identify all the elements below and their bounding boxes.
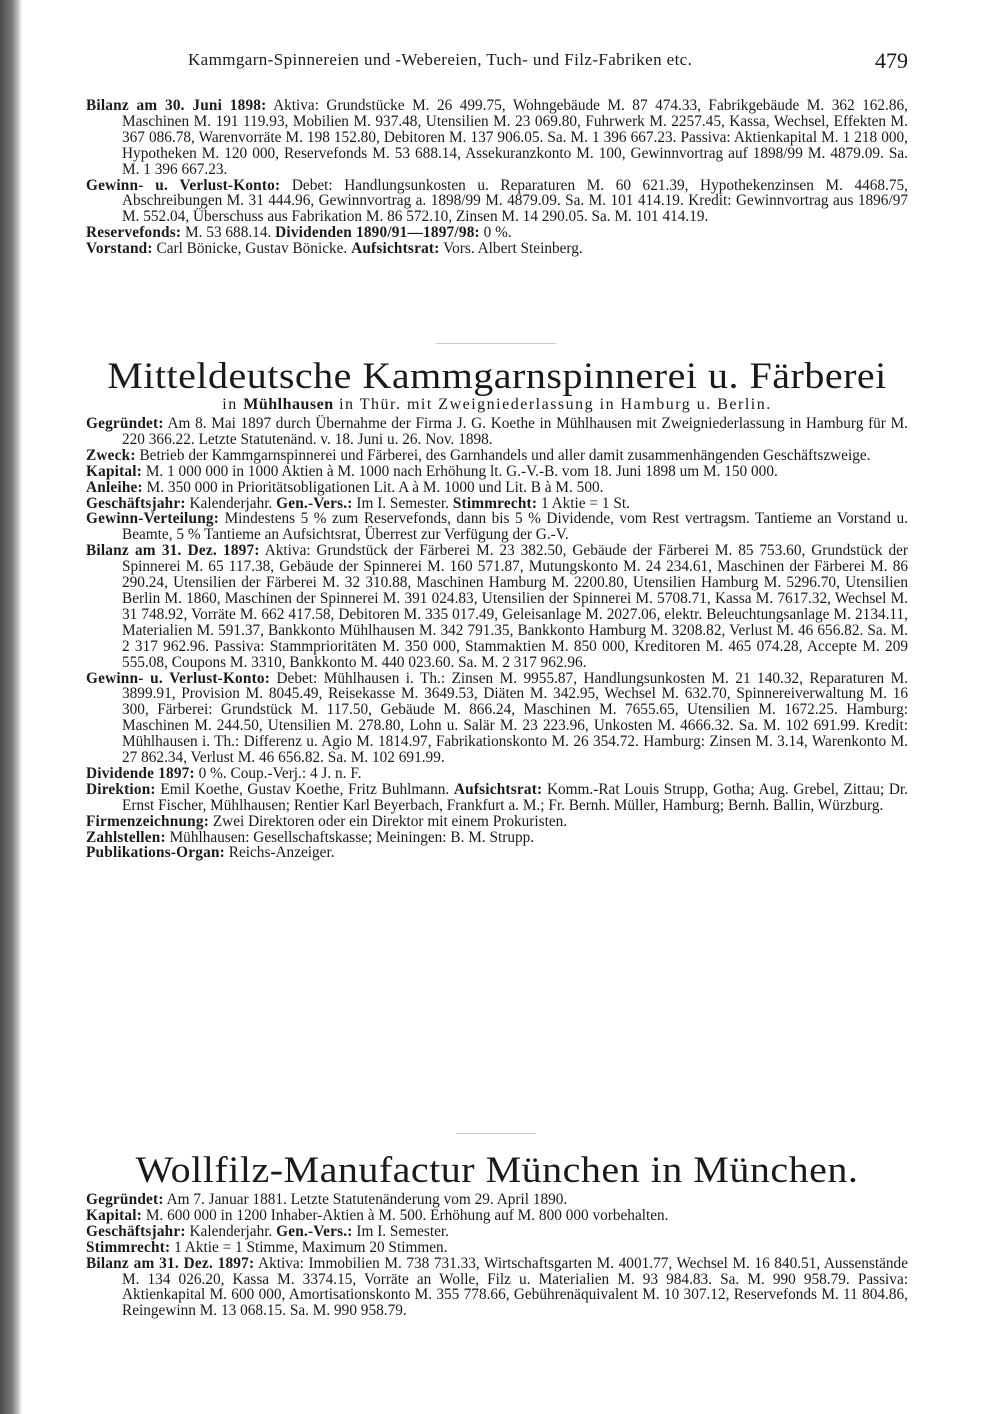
label-bilanz: Bilanz am 31. Dez. 1897: — [86, 542, 260, 560]
running-head — [86, 48, 908, 78]
label-gegruendet: Gegründet: — [86, 1191, 164, 1208]
text-bilanz: Aktiva: Grundstücke M. 26 499.75, Wohngebäude M. 87 474.33, Fabrikgebäude M. 362 162.86, Maschinen M. 191 119.93, Mobilien M. 937.48, Utensilien M. 23 069.80, Fuhrwerk M. 2257.45, Kassa, Wechsel, Effekten M. 367 086.78, Warenvorräte M. 198 152.80, Debitoren M. 137 906.05. Sa. M. 1 396 667.23. Passiva: Aktienkapital M. 1 218 000, Hypotheken M. 120 000, Reservefonds M. 53 688.14, Assekuranzkonto M. 100, Gewinnvortrag auf 1898/99 M. 4879.09. Sa. M. 1 396 667.23. — [122, 97, 909, 178]
label-zahlstellen: Zahlstellen: — [86, 828, 166, 846]
label-firmenzeichnung: Firmenzeichnung: — [86, 812, 210, 830]
paragraph-bilanz-1897 — [86, 543, 908, 670]
paragraph-dividende — [86, 766, 908, 782]
paragraph-gegruendet — [86, 1192, 908, 1208]
text-dividende: 0 %. Coup.-Verj.: 4 J. n. F. — [194, 764, 362, 782]
text-gewinn-verlust: Debet: Mühlhausen i. Th.: Zinsen M. 9955.87, Handlungsunkosten M. 21 140.32, Reparaturen M. 3899.91, Provision M. 8045.49, Reisekasse M. 3649.53, Diäten M. 342.95, Wechsel M. 632.70, Spinnereiverwaltung M. 16 300, Färberei: Grundstück M. 117.50, Gebäude M. 866.24, Maschinen M. 7655.65, Utensilien M. 1672.25. Hamburg: Maschinen M. 244.50, Utensilien M. 278.80, Lohn u. Salär M. 23 223.96, Unkosten M. 4666.32. Sa. M. 102 691.99. Kredit: Mühlhausen i. Th.: Differenz u. Agio M. 1814.97, Fabrikationskonto M. 26 354.72. Hamburg: Zinsen M. 3.14, Warenkonto M. 27 862.34, Verlust M. 46 656.82. Sa. M. 102 691.99. — [122, 669, 908, 767]
paragraph-bilanz-1897 — [86, 1256, 908, 1320]
label-gegruendet: Gegründet: — [86, 415, 164, 432]
label-geschaeftsjahr: Geschäftsjahr: — [86, 1222, 186, 1240]
label-anleihe: Anleihe: — [86, 478, 143, 496]
text-kapital: M. 1 000 000 in 1000 Aktien à M. 1000 nach Erhöhung lt. G.-V.-B. vom 18. Juni 1898 um M. 150 000. — [142, 462, 778, 480]
section-wollfilz — [86, 1192, 908, 1319]
text-stimmrecht: 1 Aktie = 1 Stimme, Maximum 20 Stimmen. — [170, 1238, 448, 1256]
paragraph-geschaeftsjahr — [86, 1224, 908, 1240]
text-gewinn-verlust: Debet: Handlungsunkosten u. Reparaturen M. 60 621.39, Hypothekenzinsen M. 4468.75, Abschreibungen M. 31 444.96, Gewinnvortrag a. 1898/99 M. 4879.09. Sa. M. 101 414.19. Kredit: Gewinnvortrag aus 1896/97 M. 552.04, Überschuss aus Fabrikation M. 86 572.10, Zinsen M. 14 290.05. Sa. M. 101 414.19. — [122, 176, 908, 226]
text-gen-vers: Im I. Semester. — [352, 1222, 449, 1240]
label-vorstand: Vorstand: — [86, 240, 153, 258]
company-heading: Wollfilz-Manufactur München in München. — [135, 1148, 859, 1191]
text-vorstand: Carl Bönicke, Gustav Bönicke. — [152, 240, 352, 258]
text-geschaeftsjahr: Kalenderjahr. — [185, 494, 277, 512]
paragraph-zweck — [86, 448, 908, 464]
label-zweck: Zweck: — [86, 446, 136, 464]
text-gegruendet: Am 8. Mai 1897 durch Übernahme der Firma J. G. Koethe in Mühlhausen mit Zweigniederlassung in Hamburg für M. 220 366.22. Letzte Statutenänd. v. 18. Juni u. 26. Nov. 1898. — [122, 415, 908, 448]
paragraph-stimmrecht — [86, 1240, 908, 1256]
text-kapital: M. 600 000 in 1200 Inhaber-Aktien à M. 500. Erhöhung auf M. 800 000 vorbehalten. — [142, 1206, 669, 1224]
label-stimmrecht: Stimmrecht: — [452, 494, 538, 512]
paragraph-firmenzeichnung — [86, 814, 908, 830]
label-gewinn-verteilung: Gewinn-Verteilung: — [86, 510, 220, 528]
company-heading: Mitteldeutsche Kammgarnspinnerei u. Färberei — [107, 354, 887, 397]
text-bilanz: Aktiva: Grundstück der Färberei M. 23 382.50, Gebäude der Färberei M. 85 753.60, Grundstück der Spinnerei M. 65 117.38, Gebäude der Spinnerei M. 160 571.87, Mutungskonto M. 24 234.61, Maschinen der Färberei M. 86 290.24, Utensilien der Färberei M. 32 310.88, Maschinen Hamburg M. 2200.80, Utensilien Hamburg M. 5296.70, Utensilien Berlin M. 1860, Maschinen der Spinnerei M. 391 024.83, Utensilien der Spinnerei M. 5708.71, Kassa M. 7617.32, Wechsel M. 31 748.92, Vorräte M. 662 417.58, Debitoren M. 335 017.49, Geleisanlage M. 2027.06, elektr. Beleuchtungsanlage M. 2134.11, Materialien M. 591.37, Bankkonto Mühlhausen M. 342 791.35, Bankkonto Hamburg M. 3208.82, Verlust M. 46 656.82. Sa. M. 2 317 962.96. Passiva: Stammprioritäten M. 350 000, Stammaktien M. 850 000, Kreditoren M. 465 074.28, Accepte M. 209 555.08, Coupons M. 3310, Bankkonto M. 440 023.60. Sa. M. 2 317 962.96. — [122, 542, 908, 671]
label-aufsichtsrat: Aufsichtsrat: — [351, 240, 440, 258]
text-zahlstellen: Mühlhausen: Gesellschaftskasse; Meiningen: B. M. Strupp. — [165, 828, 535, 846]
paragraph-vorstand — [86, 241, 908, 257]
label-dividenden: Dividenden 1890/91—1897/98: — [275, 224, 480, 242]
label-gen-vers: Gen.-Vers.: — [276, 1222, 353, 1240]
location-city: Mühlhausen — [243, 396, 334, 413]
label-direktion: Direktion: — [86, 780, 156, 798]
label-publikations-organ: Publikations-Organ: — [86, 844, 225, 862]
text-reservefonds: M. 53 688.14. — [181, 224, 276, 242]
paragraph-gewinn-verteilung — [86, 511, 908, 543]
page-number: 479 — [875, 48, 908, 73]
location-suffix: in Thür. mit Zweigniederlassung in Hamburg u. Berlin. — [333, 396, 772, 413]
text-publikations-organ: Reichs-Anzeiger. — [224, 844, 335, 862]
text-direktion: Emil Koethe, Gustav Koethe, Fritz Buhlmann. — [155, 780, 454, 798]
text-aufsichtsrat: Komm.-Rat Louis Strupp, Gotha; Aug. Grebel, Zittau; Dr. Ernst Fischer, Mühlhausen; Rentier Karl Beyerbach, Frankfurt a. M.; Fr. Bernh. Müller, Hamburg; Bernh. Ballin, Würzburg. — [122, 780, 908, 814]
paragraph-gewinn-verlust — [86, 178, 908, 226]
label-gewinn-verlust: Gewinn- u. Verlust-Konto: — [86, 176, 281, 194]
text-bilanz: Aktiva: Immobilien M. 738 731.33, Wirtschaftsgarten M. 4001.77, Wechsel M. 16 840.51, Aussenstände M. 134 026.20, Kassa M. 3374.15, Vorräte an Wolle, Filz u. Materialien M. 93 984.83. Sa. M. 990 958.79. Passiva: Aktienkapital M. 600 000, Amortisationskonto M. 355 778.66, Gebührenäquivalent M. 10 307.12, Reservefonds M. 11 804.86, Reingewinn M. 13 068.15. Sa. M. 990 958.79. — [122, 1254, 908, 1320]
paragraph-gewinn-verlust — [86, 671, 908, 766]
paragraph-zahlstellen — [86, 830, 908, 846]
label-bilanz: Bilanz am 31. Dez. 1897: — [86, 1254, 255, 1272]
paragraph-bilanz-1898 — [86, 98, 908, 178]
text-anleihe: M. 350 000 in Prioritätsobligationen Lit. A à M. 1000 und Lit. B à M. 500. — [142, 478, 604, 496]
label-gewinn-verlust: Gewinn- u. Verlust-Konto: — [86, 669, 271, 687]
paragraph-kapital — [86, 464, 908, 480]
binding-edge — [0, 0, 22, 1414]
text-firmenzeichnung: Zwei Direktoren oder ein Direktor mit einem Prokuristen. — [209, 812, 568, 830]
paragraph-geschaeftsjahr — [86, 496, 908, 512]
text-dividenden: 0 %. — [479, 224, 512, 242]
paragraph-gegruendet — [86, 416, 908, 448]
paragraph-kapital — [86, 1208, 908, 1224]
label-dividende: Dividende 1897: — [86, 764, 195, 782]
text-gen-vers: Im I. Semester. — [352, 494, 453, 512]
company-location — [86, 396, 908, 414]
text-geschaeftsjahr: Kalenderjahr. — [185, 1222, 277, 1240]
label-reservefonds: Reservefonds: — [86, 224, 182, 242]
section-continuation — [86, 98, 908, 257]
running-title: Kammgarn-Spinnereien und -Webereien, Tuch- und Filz-Fabriken etc. — [188, 50, 693, 69]
section-mitteldeutsche — [86, 416, 908, 861]
label-stimmrecht: Stimmrecht: — [86, 1238, 171, 1256]
label-geschaeftsjahr: Geschäftsjahr: — [86, 494, 186, 512]
text-aufsichtsrat: Vors. Albert Steinberg. — [439, 240, 583, 258]
paragraph-direktion — [86, 782, 908, 814]
label-kapital: Kapital: — [86, 1206, 142, 1224]
section-divider — [436, 343, 556, 344]
paragraph-anleihe — [86, 480, 908, 496]
text-stimmrecht: 1 Aktie = 1 St. — [537, 494, 630, 512]
paragraph-publikations-organ — [86, 845, 908, 861]
text-gewinn-verteilung: Mindestens 5 % zum Reservefonds, dann bis 5 % Dividende, vom Rest vertragsm. Tantieme an Vorstand u. Beamte, 5 % Tantieme an Aufsichtsrat, Überrest zur Verfügung der G.-V. — [122, 510, 908, 544]
label-bilanz: Bilanz am 30. Juni 1898: — [86, 97, 267, 114]
text-gegruendet: Am 7. Januar 1881. Letzte Statutenänderung vom 29. April 1890. — [163, 1191, 568, 1208]
label-aufsichtsrat: Aufsichtsrat: — [453, 780, 543, 798]
label-gen-vers: Gen.-Vers.: — [276, 494, 353, 512]
location-prefix: in — [222, 396, 244, 413]
text-zweck: Betrieb der Kammgarnspinnerei und Färberei, des Garnhandels und aller damit zusammenhängenden Geschäftszweige. — [135, 446, 871, 464]
paragraph-reservefonds — [86, 225, 908, 241]
label-kapital: Kapital: — [86, 462, 142, 480]
section-divider — [456, 1133, 536, 1134]
